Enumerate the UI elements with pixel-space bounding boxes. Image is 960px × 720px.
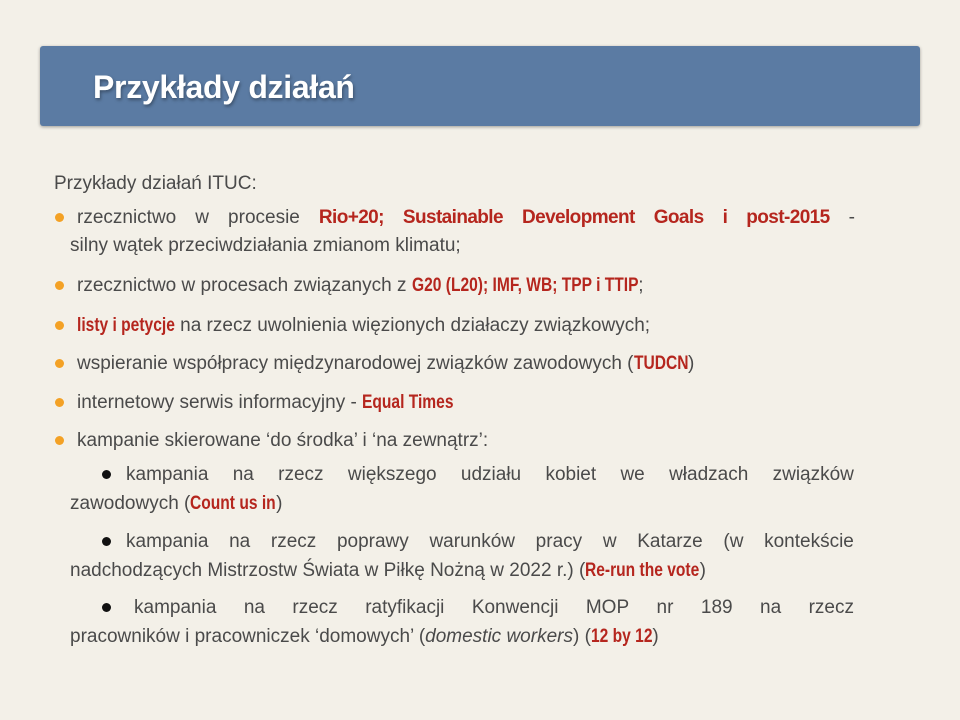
word: ratyfikacji	[365, 597, 445, 618]
word: procesie	[228, 207, 300, 228]
sub-item-2-line1	[126, 530, 854, 554]
bullet-icon	[102, 470, 111, 479]
item-text: internetowy serwis informacyjny -	[77, 392, 363, 413]
item-text: pracowników i pracowniczek ‘domowych’ (	[70, 626, 426, 647]
word: post-2015	[746, 207, 830, 228]
list-item-5	[77, 391, 454, 415]
hl-wrap	[362, 391, 454, 415]
word: 189	[700, 597, 733, 618]
word: większego	[347, 464, 437, 485]
word: udziału	[460, 464, 522, 485]
highlight-listy-petycje: listy i petycje	[77, 315, 175, 336]
word: w	[602, 531, 617, 552]
word: kobiet	[545, 464, 597, 485]
hl-wrap	[412, 274, 639, 298]
sub-item-3-line1	[134, 596, 854, 620]
item-text: ;	[638, 275, 644, 296]
word: na	[229, 531, 251, 552]
word: rzecz	[278, 464, 324, 485]
hl-wrap	[634, 352, 689, 376]
list-item-4	[77, 352, 694, 376]
highlight-g20: G20 (L20); IMF, WB; TPP i TTIP	[411, 275, 639, 296]
word: rzecz	[292, 597, 338, 618]
list-item-6: kampanie skierowane ‘do środka’ i ‘na zewnątrz’:	[77, 430, 489, 451]
sub-item-2-line2	[70, 559, 706, 583]
highlight-count-us-in: Count us in	[190, 493, 277, 514]
list-item-2	[77, 274, 644, 298]
word: Development	[521, 207, 635, 228]
word: we	[620, 464, 645, 485]
list-item-1-line1	[77, 206, 855, 230]
highlight-tudcn: TUDCN	[633, 353, 689, 374]
highlight-equal-times: Equal Times	[362, 392, 454, 413]
bullet-icon	[102, 603, 111, 612]
word: Rio+20;	[318, 207, 384, 228]
item-text: )	[688, 353, 695, 374]
word: rzecz	[808, 597, 854, 618]
item-text: )	[652, 626, 659, 647]
bullet-icon	[102, 537, 111, 546]
bullet-icon	[55, 281, 64, 290]
item-text: rzecznictwo w procesach związanych z	[77, 275, 412, 296]
item-text: nadchodzących Mistrzostw Świata w Piłkę Nożną w 2022 r.) (	[70, 560, 586, 581]
word: na	[243, 597, 265, 618]
bullet-icon	[55, 359, 64, 368]
word: Goals	[653, 207, 704, 228]
sub-item-3-line2	[70, 625, 659, 649]
word: Konwencji	[471, 597, 559, 618]
word: na	[232, 464, 254, 485]
highlight-re-run-the-vote: Re-run the vote	[585, 560, 700, 581]
word: na	[760, 597, 782, 618]
list-item-1-line2: silny wątek przeciwdziałania zmianom klimatu;	[70, 235, 461, 256]
bullet-icon	[55, 398, 64, 407]
word: warunków	[429, 531, 515, 552]
bullet-icon	[55, 213, 64, 222]
bullet-icon	[55, 321, 64, 330]
highlight-12-by-12: 12 by 12	[590, 626, 653, 647]
word: i	[722, 207, 728, 228]
intro-text: Przykłady działań ITUC:	[54, 173, 257, 194]
word: -	[848, 207, 855, 228]
word: (w	[723, 531, 744, 552]
item-text: ) (	[572, 626, 591, 647]
item-text: )	[699, 560, 706, 581]
word: związków	[772, 464, 854, 485]
item-text: wspieranie współpracy międzynarodowej związków zawodowych (	[77, 353, 634, 374]
word: MOP	[585, 597, 630, 618]
word: rzecznictwo	[77, 207, 177, 228]
item-text: na rzecz uwolnienia więzionych działaczy związkowych;	[174, 315, 651, 336]
word: nr	[656, 597, 674, 618]
slide-title: Przykłady działań	[93, 69, 355, 105]
sub-item-1-line1	[126, 463, 854, 487]
hl-wrap	[585, 559, 699, 583]
item-text-italic: domestic workers	[425, 626, 573, 647]
word: władzach	[669, 464, 749, 485]
item-text: zawodowych (	[70, 493, 191, 514]
hl-wrap	[591, 625, 653, 649]
word: w	[195, 207, 210, 228]
hl-wrap	[77, 314, 175, 338]
word: kampania	[126, 531, 209, 552]
word: kampania	[126, 464, 209, 485]
hl-wrap	[190, 492, 276, 516]
word: poprawy	[336, 531, 409, 552]
word: pracy	[535, 531, 583, 552]
item-text: )	[276, 493, 283, 514]
sub-item-1-line2	[70, 492, 282, 516]
word: kampania	[134, 597, 217, 618]
list-item-3	[77, 314, 650, 338]
word: Sustainable	[402, 207, 503, 228]
bullet-icon	[55, 436, 64, 445]
title-bar	[40, 46, 920, 126]
word: rzecz	[270, 531, 317, 552]
word: Katarze	[637, 531, 703, 552]
word: kontekście	[764, 531, 854, 552]
